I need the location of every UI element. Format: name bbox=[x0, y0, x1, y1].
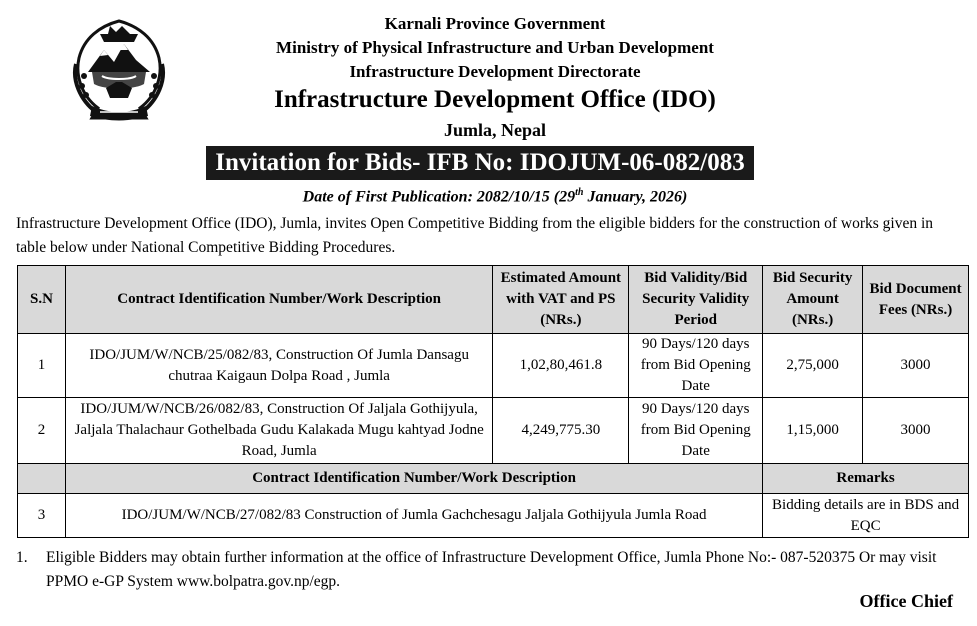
note-item bbox=[16, 546, 966, 594]
cell-validity: 90 Days/120 days from Bid Opening Date bbox=[629, 398, 763, 464]
ministry-name: Ministry of Physical Infrastructure and Urban Development bbox=[276, 38, 714, 57]
header-estimated-amount: Estimated Amount with VAT and PS (NRs.) bbox=[493, 266, 629, 334]
note-text: Eligible Bidders may obtain further information at the office of Infrastructure Development Office, Jumla Phone No:- 087-520375 Or may visit PPMO e-GP System www.bolpatra.gov.np/egp. bbox=[46, 549, 937, 590]
table-header-row bbox=[18, 266, 969, 334]
directorate-name: Infrastructure Development Directorate bbox=[349, 62, 641, 81]
cell-security: 2,75,000 bbox=[763, 334, 863, 398]
province-name: Karnali Province Government bbox=[384, 14, 606, 33]
cell-amount: 4,249,775.30 bbox=[493, 398, 629, 464]
cell-fees: 3000 bbox=[863, 334, 969, 398]
cell-sn: 2 bbox=[18, 398, 66, 464]
header-bid-security: Bid Security Amount (NRs.) bbox=[763, 266, 863, 334]
cell-description: IDO/JUM/W/NCB/25/082/83, Construction Of Jumla Dansagu chutraa Kaigaun Dolpa Road , Jumla bbox=[65, 334, 492, 398]
cell-fees: 3000 bbox=[863, 398, 969, 464]
bids-table bbox=[17, 265, 969, 538]
table-row bbox=[18, 494, 969, 538]
cell-remarks: Bidding details are in BDS and EQC bbox=[763, 494, 969, 538]
cell-description: IDO/JUM/W/NCB/27/082/83 Construction of Jumla Gachchesagu Jaljala Gothijyula Jumla Road bbox=[65, 494, 762, 538]
signature-title: Office Chief bbox=[859, 591, 953, 611]
subheader-description: Contract Identification Number/Work Description bbox=[65, 464, 762, 494]
cell-sn: 3 bbox=[18, 494, 66, 538]
cell-description: IDO/JUM/W/NCB/26/082/83, Construction Of Jaljala Gothijyula, Jaljala Thalachaur Gothelbada Gudu Kalakada Mugu kahtyad Jodne Road, Jumla bbox=[65, 398, 492, 464]
header-document-fees: Bid Document Fees (NRs.) bbox=[863, 266, 969, 334]
intro-paragraph: Infrastructure Development Office (IDO), Jumla, invites Open Competitive Bidding from the eligible bidders for the construction of works given in table below under National Competitive Bidding Procedures. bbox=[16, 215, 934, 256]
table-row bbox=[18, 398, 969, 464]
nepal-emblem-icon bbox=[70, 18, 168, 122]
cell-amount: 1,02,80,461.8 bbox=[493, 334, 629, 398]
note-number: 1. bbox=[16, 549, 28, 566]
table-row bbox=[18, 334, 969, 398]
subheader-blank bbox=[18, 464, 66, 494]
office-location: Jumla, Nepal bbox=[443, 120, 546, 140]
table-subheader-row bbox=[18, 464, 969, 494]
cell-sn: 1 bbox=[18, 334, 66, 398]
office-name: Infrastructure Development Office (IDO) bbox=[274, 86, 716, 113]
ifb-title: Invitation for Bids- IFB No: IDOJUM-06-082/083 bbox=[206, 146, 754, 180]
cell-security: 1,15,000 bbox=[763, 398, 863, 464]
header-sn: S.N bbox=[18, 266, 66, 334]
cell-validity: 90 Days/120 days from Bid Opening Date bbox=[629, 334, 763, 398]
publication-date: Date of First Publication: 2082/10/15 (29th January, 2026) bbox=[302, 187, 688, 206]
header-description: Contract Identification Number/Work Description bbox=[65, 266, 492, 334]
header-bid-validity: Bid Validity/Bid Security Validity Period bbox=[629, 266, 763, 334]
subheader-remarks: Remarks bbox=[763, 464, 969, 494]
